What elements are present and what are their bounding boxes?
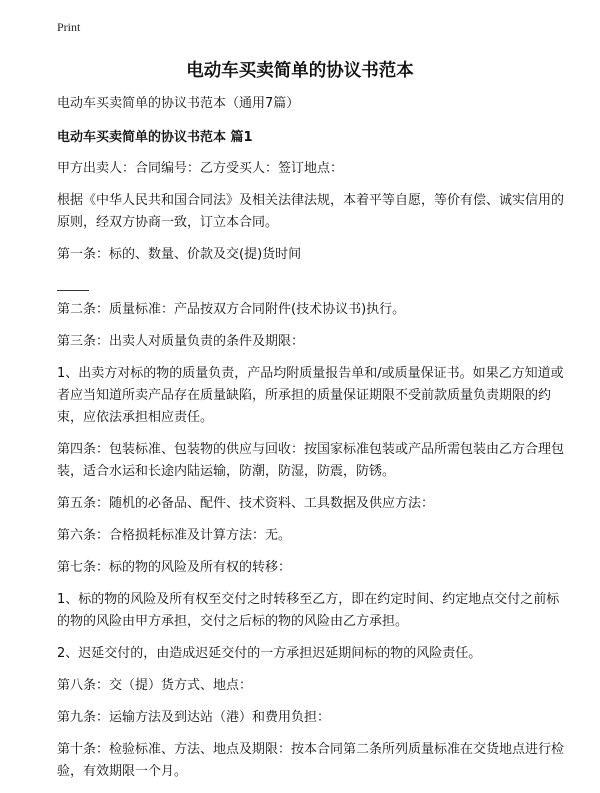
section-heading: 电动车买卖简单的协议书范本 篇1: [57, 130, 253, 145]
print-link[interactable]: Print: [57, 20, 81, 34]
document-subtitle: 电动车买卖简单的协议书范本（通用7篇）: [57, 96, 300, 111]
paragraph-article-6: 第六条：合格损耗标准及计算方法：无。: [57, 528, 292, 543]
paragraph-preamble: 根据《中华人民共和国合同法》及相关法律法规，本着平等自愿，等价有偿、诚实信用的原则，经双方协商一致，订立本合同。: [57, 193, 565, 230]
paragraph-article-7: 第七条：标的物的风险及所有权的转移：: [57, 560, 292, 575]
paragraph-parties: 甲方出卖人：合同编号：乙方受买人：签订地点：: [57, 161, 344, 176]
paragraph-article-7-item-2: 2、迟延交付的，由造成迟延交付的一方承担迟延期间标的物的风险责任。: [57, 646, 482, 661]
paragraph-article-2: 第二条：质量标准：产品按双方合同附件(技术协议书)执行。: [57, 302, 406, 317]
page-title: 电动车买卖简单的协议书范本: [186, 61, 414, 81]
paragraph-article-1: 第一条：标的、数量、价款及交(提)货时间: [57, 247, 302, 262]
paragraph-article-4: 第四条：包装标准、包装物的供应与回收：按国家标准包装或产品所需包装由乙方合理包装，适合水运和长途内陆运输，防潮，防湿，防震，防锈。: [57, 442, 565, 479]
paragraph-article-5: 第五条：随机的必备品、配件、技术资料、工具数据及供应方法：: [57, 496, 435, 511]
paragraph-article-10: 第十条：检验标准、方法、地点及期限：按本合同第二条所列质量标准在交货地点进行检验，有效期限一个月。: [57, 742, 565, 779]
paragraph-article-8: 第八条：交（提）货方式、地点：: [57, 678, 253, 693]
paragraph-article-9: 第九条：运输方法及到达站（港）和费用负担：: [57, 710, 331, 725]
paragraph-article-3-item-1: 1、出卖方对标的物的质量负责，产品均附质量报告单和/或质量保证书。如果乙方知道或者应当知道所卖产品存在质量缺陷，所承担的质量保证期限不受前款质量负责期限的约束，应依法承担相应责任。: [57, 366, 564, 425]
paragraph-article-3: 第三条：出卖人对质量负责的条件及期限：: [57, 334, 305, 349]
document-body: [57, 94, 569, 793]
paragraph-article-7-item-1: 1、标的物的风险及所有权至交付之时转移至乙方，即在约定时间、约定地点交付之前标的物的风险由甲方承担，交付之后标的物的风险由乙方承担。: [57, 592, 560, 629]
fill-in-blank-line: [57, 276, 89, 291]
